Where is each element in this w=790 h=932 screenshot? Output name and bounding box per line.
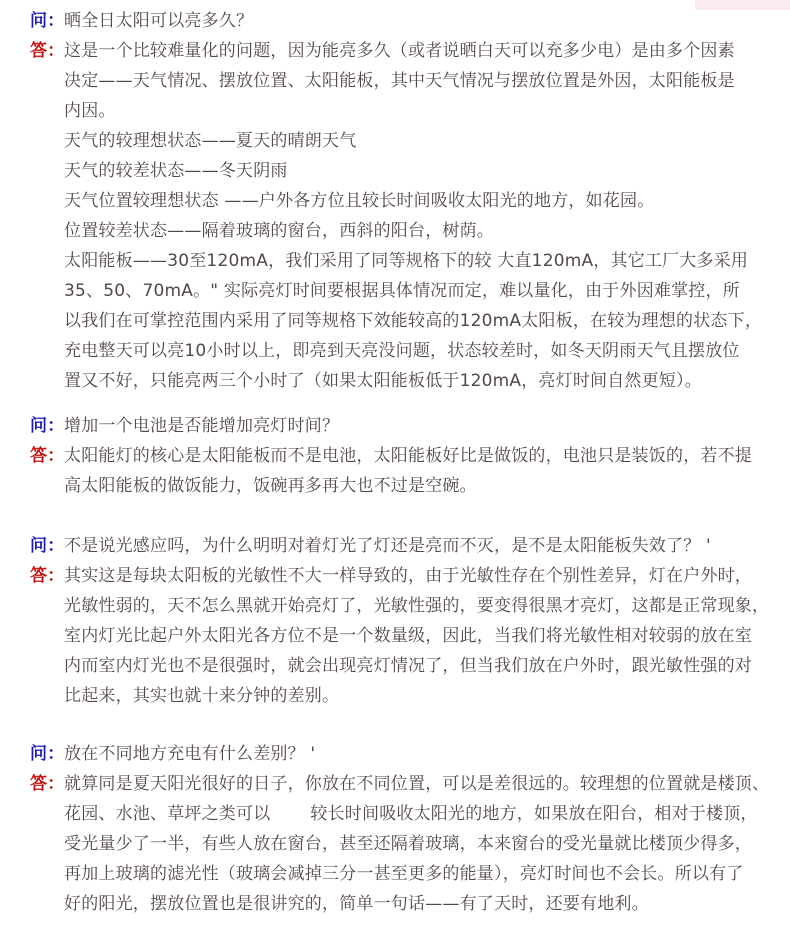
question-line [30,531,776,561]
answer-line: 以我们在可掌控范围内采用了同等规格下效能较高的120mA太阳板，在较为理想的状态下， [64,311,763,331]
answer-line: 内因。 [64,101,116,121]
question-text: 放在不同地方充电有什么差别？ ' [64,744,316,764]
answer-line: 受光量少了一半，有些人放在窗台，甚至还隔着玻璃，本来窗台的受光量就比楼顶少得多， [64,834,752,854]
answer-line: 高太阳能板的做饭能力，饭碗再多再大也不过是空碗。 [64,476,477,496]
answer-label: 答： [30,446,65,466]
answer-line: 置又不好，只能亮两三个小时了（如果太阳能板低于120mA，亮灯时间自然更短）。 [64,371,702,391]
question-text: 晒全日太阳可以亮多久？ [64,11,254,31]
answer-line: 充电整天可以亮10小时以上，即亮到天亮没问题，状态较差时，如冬天阴雨天气且摆放位 [64,341,740,361]
qa-block-1 [30,6,776,396]
answer-line [30,769,776,799]
answer-text: 太阳能灯的核心是太阳能板而不是电池，太阳能板好比是做饭的，电池只是装饭的，若不提 [64,446,752,466]
answer-text: 其实这是每块太阳板的光敏性不大一样导致的，由于光敏性存在个别性差异，灯在户外时， [64,566,752,586]
question-text: 不是说光感应吗，为什么明明对着灯光了灯还是亮而不灭，是不是太阳能板失效了？ ' [64,536,711,556]
answer-line: 位置较差状态——隔着玻璃的窗台，西斜的阳台，树荫。 [64,221,494,241]
answer-text: 这是一个比较难量化的问题，因为能亮多久（或者说晒白天可以充多少电）是由多个因素 [64,41,735,61]
answer-line [30,441,776,471]
question-label: 问： [30,536,65,556]
question-line [30,739,776,769]
answer-line: 好的阳光，摆放位置也是很讲究的，简单一句话——有了天时，还要有地利。 [64,894,649,914]
answer-line: 光敏性弱的，天不怎么黑就开始亮灯了，光敏性强的，要变得很黑才亮灯，这都是正常现象， [64,596,770,616]
top-right-scan-artifact [695,0,790,10]
qa-block-4 [30,739,776,919]
answer-line: 再加上玻璃的滤光性（玻璃会减掉三分一甚至更多的能量），亮灯时间也不会长。所以有了 [64,864,744,884]
qa-block-3 [30,531,776,711]
answer-line: 内而室内灯光也不是很强时，就会出现亮灯情况了，但当我们放在户外时，跟光敏性强的对 [64,656,752,676]
answer-text: 就算同是夏天阳光很好的日子，你放在不同位置，可以是差很远的。较理想的位置就是楼顶、 [64,774,770,794]
answer-line [30,561,776,591]
answer-line: 太阳能板——30至120mA，我们采用了同等规格下的较 大直120mA，其它工厂大多采用 [64,251,749,271]
answer-label: 答： [30,566,65,586]
answer-line: 室内灯光比起户外太阳光各方位不是一个数量级，因此，当我们将光敏性相对较弱的放在室 [64,626,752,646]
answer-line: 天气的较差状态——冬天阴雨 [64,161,288,181]
answer-line: 天气的较理想状态——夏天的晴朗天气 [64,131,357,151]
question-line [30,411,776,441]
question-label: 问： [30,744,65,764]
answer-line: 比起来，其实也就十来分钟的差别。 [64,686,340,706]
qa-block-2 [30,411,776,501]
question-label: 问： [30,416,65,436]
answer-line: 天气位置较理想状态 ——户外各方位且较长时间吸收太阳光的地方，如花园。 [64,191,655,211]
answer-line: 花园、水池、草坪之类可以 较长时间吸收太阳光的地方，如果放在阳台，相对于楼顶， [64,804,758,824]
answer-line: 决定——天气情况、摆放位置、太阳能板，其中天气情况与摆放位置是外因，太阳能板是 [64,71,735,91]
answer-line [30,36,776,66]
question-text: 增加一个电池是否能增加亮灯时间？ [64,416,340,436]
question-label: 问： [30,11,65,31]
answer-label: 答： [30,774,65,794]
answer-line: 35、50、70mA。" 实际亮灯时间要根据具体情况而定，难以量化，由于外因难掌控，所 [64,281,740,301]
answer-label: 答： [30,41,65,61]
question-line [30,6,776,36]
